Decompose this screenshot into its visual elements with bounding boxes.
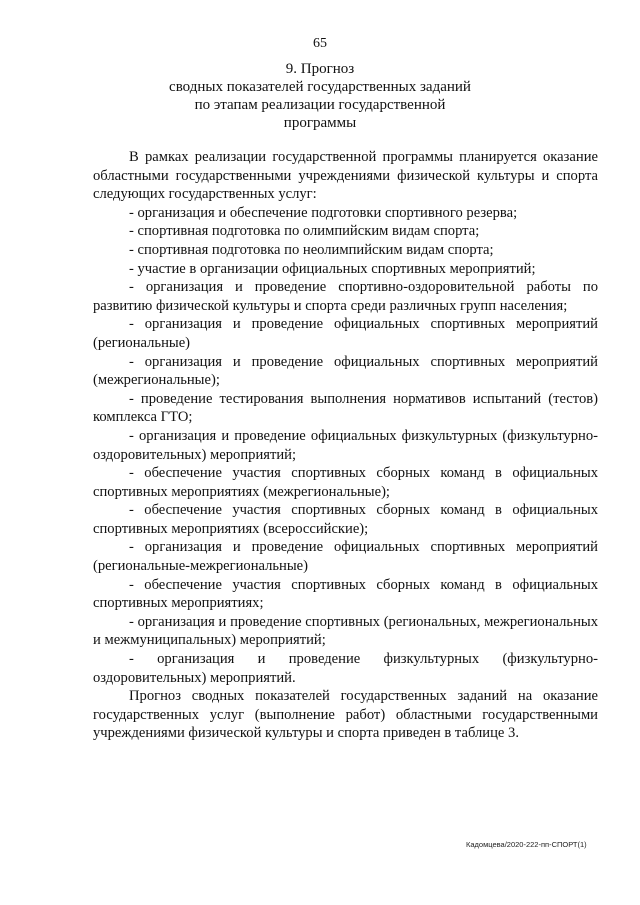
list-item: - организация и проведение официальных спортивных мероприятий (региональные-межрегиональные): [93, 539, 598, 575]
list-item: - обеспечение участия спортивных сборных команд в официальных спортивных мероприятиях (межрегиональные);: [93, 465, 598, 500]
list-item: - обеспечение участия спортивных сборных команд в официальных спортивных мероприятиях;: [93, 576, 598, 612]
list-item: - организация и проведение официальных спортивных мероприятий (региональные): [93, 316, 598, 351]
page-number: 65: [313, 36, 327, 51]
list-item: - организация и проведение официальных спортивных мероприятий (межрегиональные);: [93, 353, 598, 389]
list-item: - организация и проведение физкультурных (физкультурно-оздоровительных) мероприятий.: [93, 651, 598, 686]
document-footer-code: Кадомцева/2020-222-пп-СПОРТ(1): [466, 840, 587, 849]
heading-line-2: сводных показателей государственных заданий: [169, 79, 471, 95]
list-item: - организация и обеспечение подготовки спортивного резерва;: [129, 204, 518, 221]
document-body: [93, 148, 598, 743]
list-item: - спортивная подготовка по неолимпийским видам спорта;: [129, 241, 494, 258]
list-item: - обеспечение участия спортивных сборных команд в официальных спортивных мероприятиях (всероссийские);: [93, 502, 598, 537]
list-item: - проведение тестирования выполнения нормативов испытаний (тестов) комплекса ГТО;: [93, 390, 598, 426]
heading-line-1: 9. Прогноз: [285, 61, 355, 77]
heading-line-4: программы: [283, 115, 357, 131]
list-item: - спортивная подготовка по олимпийским видам спорта;: [129, 223, 480, 240]
list-item: - организация и проведение спортивно-оздоровительной работы по развитию физической культуры и спорта среди различных групп населения;: [93, 279, 598, 314]
heading-line-3: по этапам реализации государственной: [194, 97, 446, 113]
section-heading: [0, 60, 640, 132]
list-item: - организация и проведение официальных физкультурных (физкультурно-оздоровительных) мероприятий;: [93, 427, 598, 463]
closing-paragraph: Прогноз сводных показателей государственных заданий на оказание государственных услуг (выполнение работ) областными государственными учреждениями физической культуры и спорта приведен в таблице 3.: [93, 688, 598, 742]
list-item: - организация и проведение спортивных (региональных, межрегиональных и межмуниципальных) мероприятий;: [93, 613, 598, 649]
intro-paragraph: В рамках реализации государственной программы планируется оказание областными государственными учреждениями физической культуры и спорта следующих государственных услуг:: [93, 149, 598, 203]
list-item: - участие в организации официальных спортивных мероприятий;: [129, 260, 536, 277]
